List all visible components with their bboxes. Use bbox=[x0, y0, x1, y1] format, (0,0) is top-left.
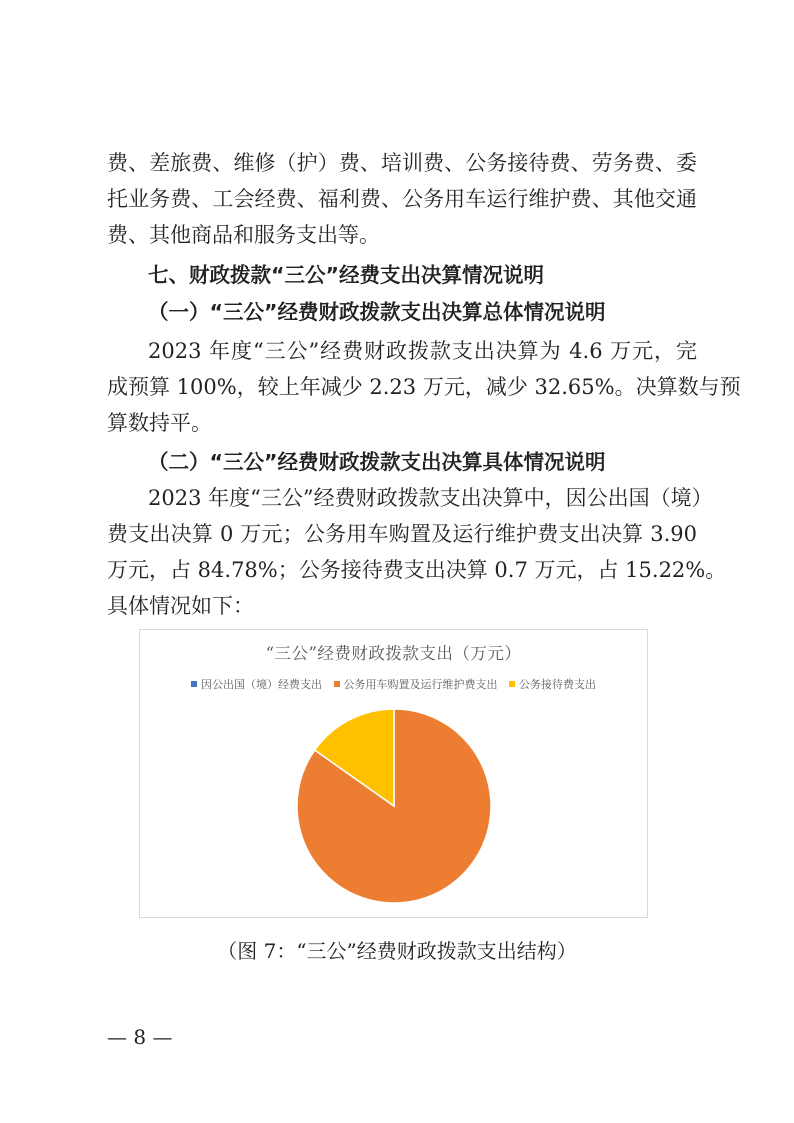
pie-chart bbox=[139, 629, 648, 918]
pie-svg bbox=[140, 630, 647, 917]
subsection-heading-1: （一）“三公”经费财政拨款支出决算总体情况说明 bbox=[148, 300, 606, 324]
body-line: 算数持平。 bbox=[107, 411, 212, 435]
subsection-heading-2: （二）“三公”经费财政拨款支出决算具体情况说明 bbox=[148, 450, 606, 474]
section-heading: 七、财政拨款“三公”经费支出决算情况说明 bbox=[148, 263, 544, 287]
legend-label: 因公出国（境）经费支出 bbox=[201, 678, 322, 691]
body-line: 2023 年度“三公”经费财政拨款支出决算为 4.6 万元，完 bbox=[148, 339, 697, 363]
body-line: 成预算 100%，较上年减少 2.23 万元，减少 32.65%。决算数与预 bbox=[107, 375, 741, 399]
body-line: 2023 年度“三公”经费财政拨款支出决算中，因公出国（境） bbox=[148, 486, 713, 510]
chart-title: “三公”经费财政拨款支出（万元） bbox=[265, 644, 522, 663]
body-line: 费、其他商品和服务支出等。 bbox=[107, 223, 380, 247]
body-line: 万元，占 84.78%；公务接待费支出决算 0.7 万元，占 15.22%。 bbox=[107, 558, 727, 582]
legend-label: 公务用车购置及运行维护费支出 bbox=[343, 678, 498, 691]
figure-caption: （图 7：“三公”经费财政拨款支出结构） bbox=[217, 939, 577, 963]
legend-label: 公务接待费支出 bbox=[519, 678, 596, 691]
body-line: 具体情况如下： bbox=[107, 594, 254, 618]
body-line: 费支出决算 0 万元；公务用车购置及运行维护费支出决算 3.90 bbox=[107, 522, 697, 546]
page-number: — 8 — bbox=[107, 1025, 173, 1049]
body-line: 托业务费、工会经费、福利费、公务用车运行维护费、其他交通 bbox=[107, 187, 697, 211]
body-line: 费、差旅费、维修（护）费、培训费、公务接待费、劳务费、委 bbox=[107, 151, 697, 175]
